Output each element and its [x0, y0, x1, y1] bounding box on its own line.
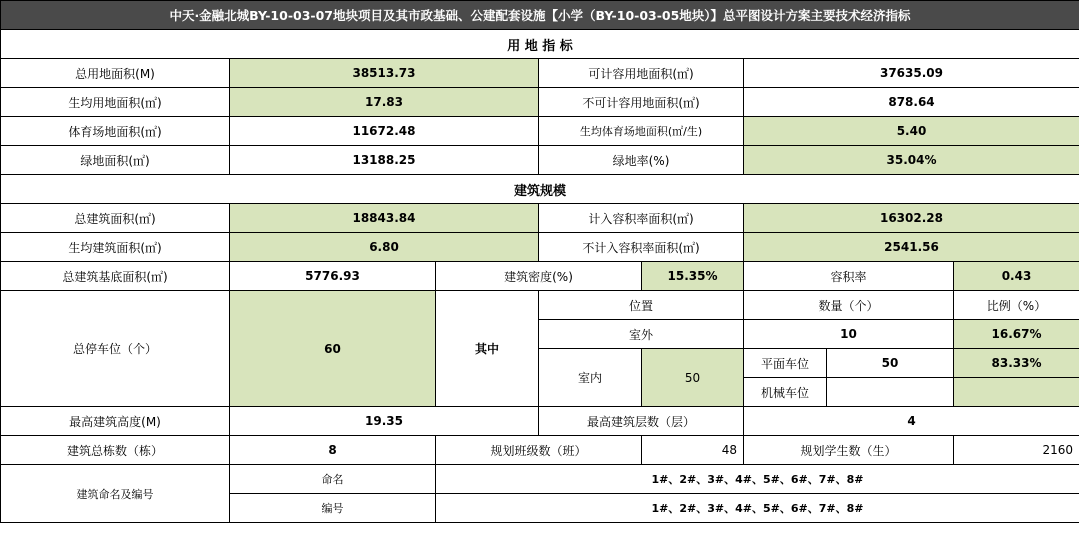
table-row: [1, 88, 1079, 117]
parking-mech-label: 机械车位: [744, 378, 827, 407]
max-floors-label: 最高建筑层数（层）: [539, 407, 744, 436]
table-row: [1, 407, 1079, 436]
parking-indoor-count: 50: [642, 349, 744, 407]
table-row: [1, 465, 1079, 494]
far-value: 0.43: [954, 262, 1079, 291]
naming-label: 建筑命名及编号: [1, 465, 230, 523]
footprint-label: 总建筑基底面积(㎡): [1, 262, 230, 291]
classes-label: 规划班级数（班）: [436, 436, 642, 465]
classes-value: 48: [642, 436, 744, 465]
green-rate-value: 35.04%: [744, 146, 1079, 175]
code-value: 1#、2#、3#、4#、5#、6#、7#、8#: [436, 494, 1079, 523]
table-row: [1, 146, 1079, 175]
max-height-value: 19.35: [230, 407, 539, 436]
building-count-label: 建筑总栋数（栋）: [1, 436, 230, 465]
far-label: 容积率: [744, 262, 954, 291]
table-row: [1, 233, 1079, 262]
table-row: [1, 262, 1079, 291]
per-student-sports-value: 5.40: [744, 117, 1079, 146]
parking-mech-ratio: [954, 378, 1079, 407]
name-value: 1#、2#、3#、4#、5#、6#、7#、8#: [436, 465, 1079, 494]
max-height-label: 最高建筑高度(M): [1, 407, 230, 436]
far-floor-value: 16302.28: [744, 204, 1079, 233]
parking-outdoor-label: 室外: [539, 320, 744, 349]
land-section-header: 用 地 指 标: [1, 30, 1079, 59]
building-section-header: 建筑规模: [1, 175, 1079, 204]
per-student-floor-label: 生均建筑面积(㎡): [1, 233, 230, 262]
per-student-land-value: 17.83: [230, 88, 539, 117]
parking-flat-count: 50: [827, 349, 954, 378]
parking-outdoor-count: 10: [744, 320, 954, 349]
far-floor-label: 计入容积率面积(㎡): [539, 204, 744, 233]
building-count-value: 8: [230, 436, 436, 465]
green-rate-label: 绿地率(%): [539, 146, 744, 175]
parking-outdoor-ratio: 16.67%: [954, 320, 1079, 349]
parking-col-position: 位置: [539, 291, 744, 320]
parking-mech-count: [827, 378, 954, 407]
non-far-land-value: 878.64: [744, 88, 1079, 117]
code-label: 编号: [230, 494, 436, 523]
parking-of-which: 其中: [436, 291, 539, 407]
green-area-value: 13188.25: [230, 146, 539, 175]
table-row: [1, 436, 1079, 465]
total-land-value: 38513.73: [230, 59, 539, 88]
parking-total-value: 60: [230, 291, 436, 407]
name-label: 命名: [230, 465, 436, 494]
green-area-label: 绿地面积(㎡): [1, 146, 230, 175]
far-land-value: 37635.09: [744, 59, 1079, 88]
parking-flat-label: 平面车位: [744, 349, 827, 378]
non-far-floor-value: 2541.56: [744, 233, 1079, 262]
table-title: 中天·金融北城BY-10-03-07地块项目及其市政基础、公建配套设施【小学（BY-10-03-05地块）】总平图设计方案主要技术经济指标: [1, 1, 1079, 30]
total-land-label: 总用地面积(M): [1, 59, 230, 88]
non-far-floor-label: 不计入容积率面积(㎡): [539, 233, 744, 262]
parking-col-count: 数量（个）: [744, 291, 954, 320]
total-floor-value: 18843.84: [230, 204, 539, 233]
per-student-floor-value: 6.80: [230, 233, 539, 262]
sports-area-value: 11672.48: [230, 117, 539, 146]
per-student-sports-label: 生均体育场地面积(㎡/生): [539, 117, 744, 146]
parking-col-ratio: 比例（%）: [954, 291, 1079, 320]
parking-header-row: [1, 291, 1079, 320]
parking-flat-ratio: 83.33%: [954, 349, 1079, 378]
max-floors-value: 4: [744, 407, 1079, 436]
parking-label: 总停车位（个）: [1, 291, 230, 407]
total-floor-label: 总建筑面积(㎡): [1, 204, 230, 233]
footprint-value: 5776.93: [230, 262, 436, 291]
far-land-label: 可计容用地面积(㎡): [539, 59, 744, 88]
density-value: 15.35%: [642, 262, 744, 291]
table-row: [1, 59, 1079, 88]
non-far-land-label: 不可计容用地面积(㎡): [539, 88, 744, 117]
table-row: [1, 117, 1079, 146]
parking-indoor-label: 室内: [539, 349, 642, 407]
per-student-land-label: 生均用地面积(㎡): [1, 88, 230, 117]
sports-area-label: 体育场地面积(㎡): [1, 117, 230, 146]
students-value: 2160: [954, 436, 1079, 465]
students-label: 规划学生数（生）: [744, 436, 954, 465]
table-row: [1, 204, 1079, 233]
density-label: 建筑密度(%): [436, 262, 642, 291]
